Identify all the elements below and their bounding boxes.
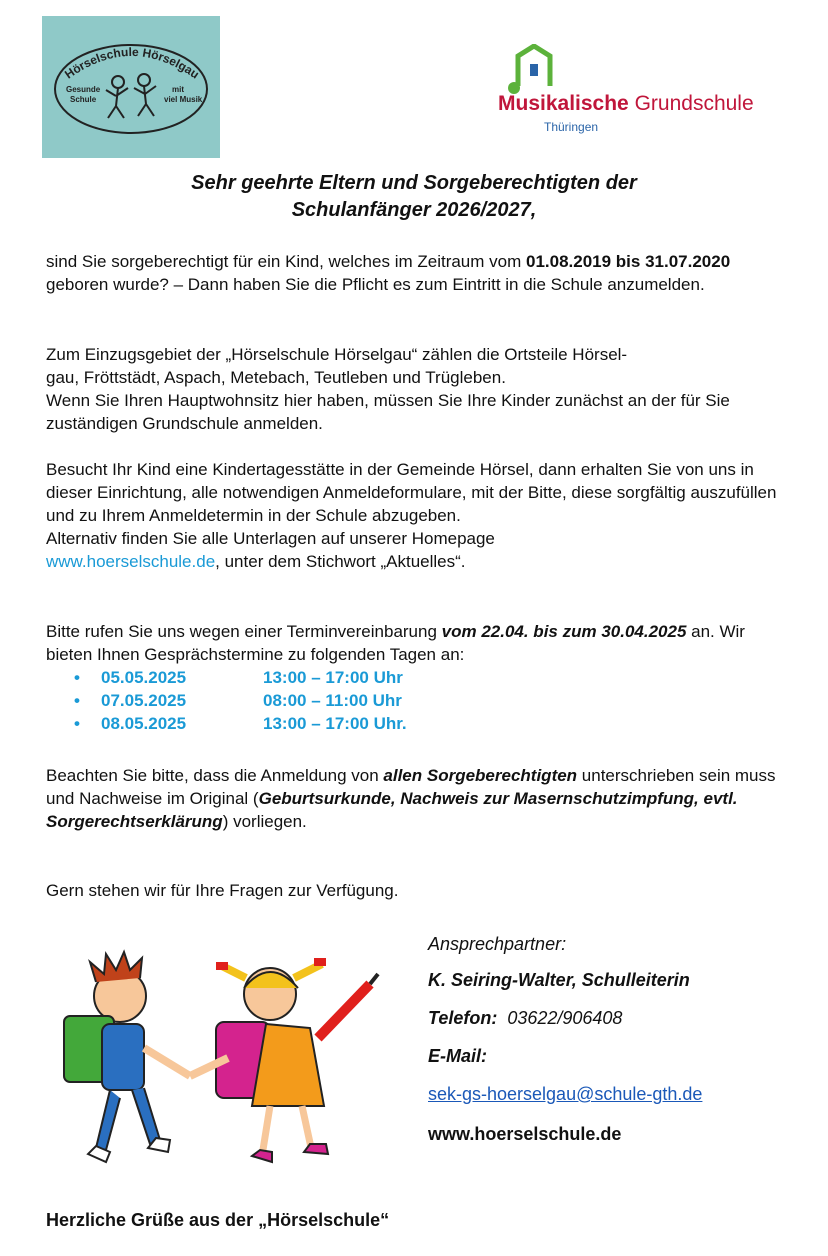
boy-figure — [64, 952, 190, 1162]
house-note-icon — [506, 44, 556, 94]
contact-email-link[interactable]: sek-gs-hoerselgau@schule-gth.de — [428, 1084, 703, 1104]
contact-website: www.hoerselschule.de — [428, 1124, 622, 1144]
heading-line-1: Sehr geehrte Eltern und Sorgeberechtigten der — [191, 172, 637, 194]
paragraph-birth-period: sind Sie sorgeberechtigt für ein Kind, welches im Zeitraum vom 01.08.2019 bis 31.07.2020 geboren wurde? – Dann haben Sie die Pflicht es zum Eintritt in die Schule anzumelden. — [46, 252, 731, 294]
dancing-figures-icon — [106, 74, 156, 118]
logo-left-text-2: Schule — [70, 95, 97, 104]
girl-figure — [190, 958, 378, 1162]
logo-name: Hörselschule Hörselgau — [62, 44, 202, 82]
school-logo — [42, 16, 220, 158]
musikalische-grundschule-logo — [496, 44, 786, 140]
logo-right-text-1: mit — [172, 85, 184, 94]
contact-person: K. Seiring-Walter, Schulleiterin — [428, 970, 690, 990]
contact-label: Ansprechpartner: — [428, 934, 567, 954]
svg-text:Hörselschule Hörselgau — [62, 45, 202, 82]
contact-phone: Telefon: 03622/906408 — [428, 1008, 623, 1028]
paragraph-questions: Gern stehen wir für Ihre Fragen zur Verfügung. — [46, 881, 399, 900]
contact-email-label: E-Mail: — [428, 1046, 488, 1066]
appointment-item: • 05.05.2025 13:00 – 17:00 Uhr — [74, 668, 403, 687]
paragraph-appointment-request: Bitte rufen Sie uns wegen einer Terminvereinbarung vom 22.04. bis zum 30.04.2025 an. Wir bieten Ihnen Gesprächstermine zu folgenden Tagen an: — [46, 622, 745, 664]
appointment-list — [46, 666, 407, 735]
homepage-link[interactable]: www.hoerselschule.de — [46, 552, 216, 571]
paragraph-catchment-area: Zum Einzugsgebiet der „Hörselschule Hörselgau“ zählen die Ortsteile Hörsel- gau, Fröttstädt, Aspach, Metebach, Teutleben und Trügleben. Wenn Sie Ihren Hauptwohnsitz hier haben, müssen Sie Ihre Kinder zunächst an der für Sie zuständigen Grundschule anmelden. — [46, 345, 730, 433]
paragraph-registration-forms: Besucht Ihr Kind eine Kindertagesstätte in der Gemeinde Hörsel, dann erhalten Sie von uns in dieser Einrichtung, alle notwendigen Anmeldeformulare, mit der Bitte, diese sorgfältig auszufüllen und zu Ihrem Anmeldetermin in der Schule abzugeben. Alternativ finden Sie alle Unterlagen auf unserer Homepage www.hoerselschule.de, unter dem Stichwort „Aktuelles“. — [46, 460, 777, 571]
heading-line-2: Schulanfänger 2026/2027, — [291, 199, 537, 221]
logo-left-text-1: Gesunde — [66, 85, 101, 94]
appointment-item: • 07.05.2025 08:00 – 11:00 Uhr — [74, 691, 402, 710]
logo-title: Musikalische Grundschule — [498, 92, 754, 115]
letter-heading — [40, 170, 788, 224]
paragraph-signature-requirements: Beachten Sie bitte, dass die Anmeldung von allen Sorgeberechtigten unterschrieben sein muss und Nachweise im Original (Geburtsurkunde, Nachweis zur Masernschutzimpfung, evtl. Sorgerechtserklärung) vorliegen. — [46, 766, 776, 831]
logo-subtitle: Thüringen — [544, 120, 599, 134]
appointment-item: • 08.05.2025 13:00 – 17:00 Uhr. — [74, 714, 407, 733]
children-illustration — [40, 948, 392, 1188]
logo-right-text-2: viel Musik — [164, 95, 203, 104]
closing-greeting: Herzliche Grüße aus der „Hörselschule“ — [46, 1210, 390, 1230]
school-logo-graphic — [42, 16, 220, 158]
